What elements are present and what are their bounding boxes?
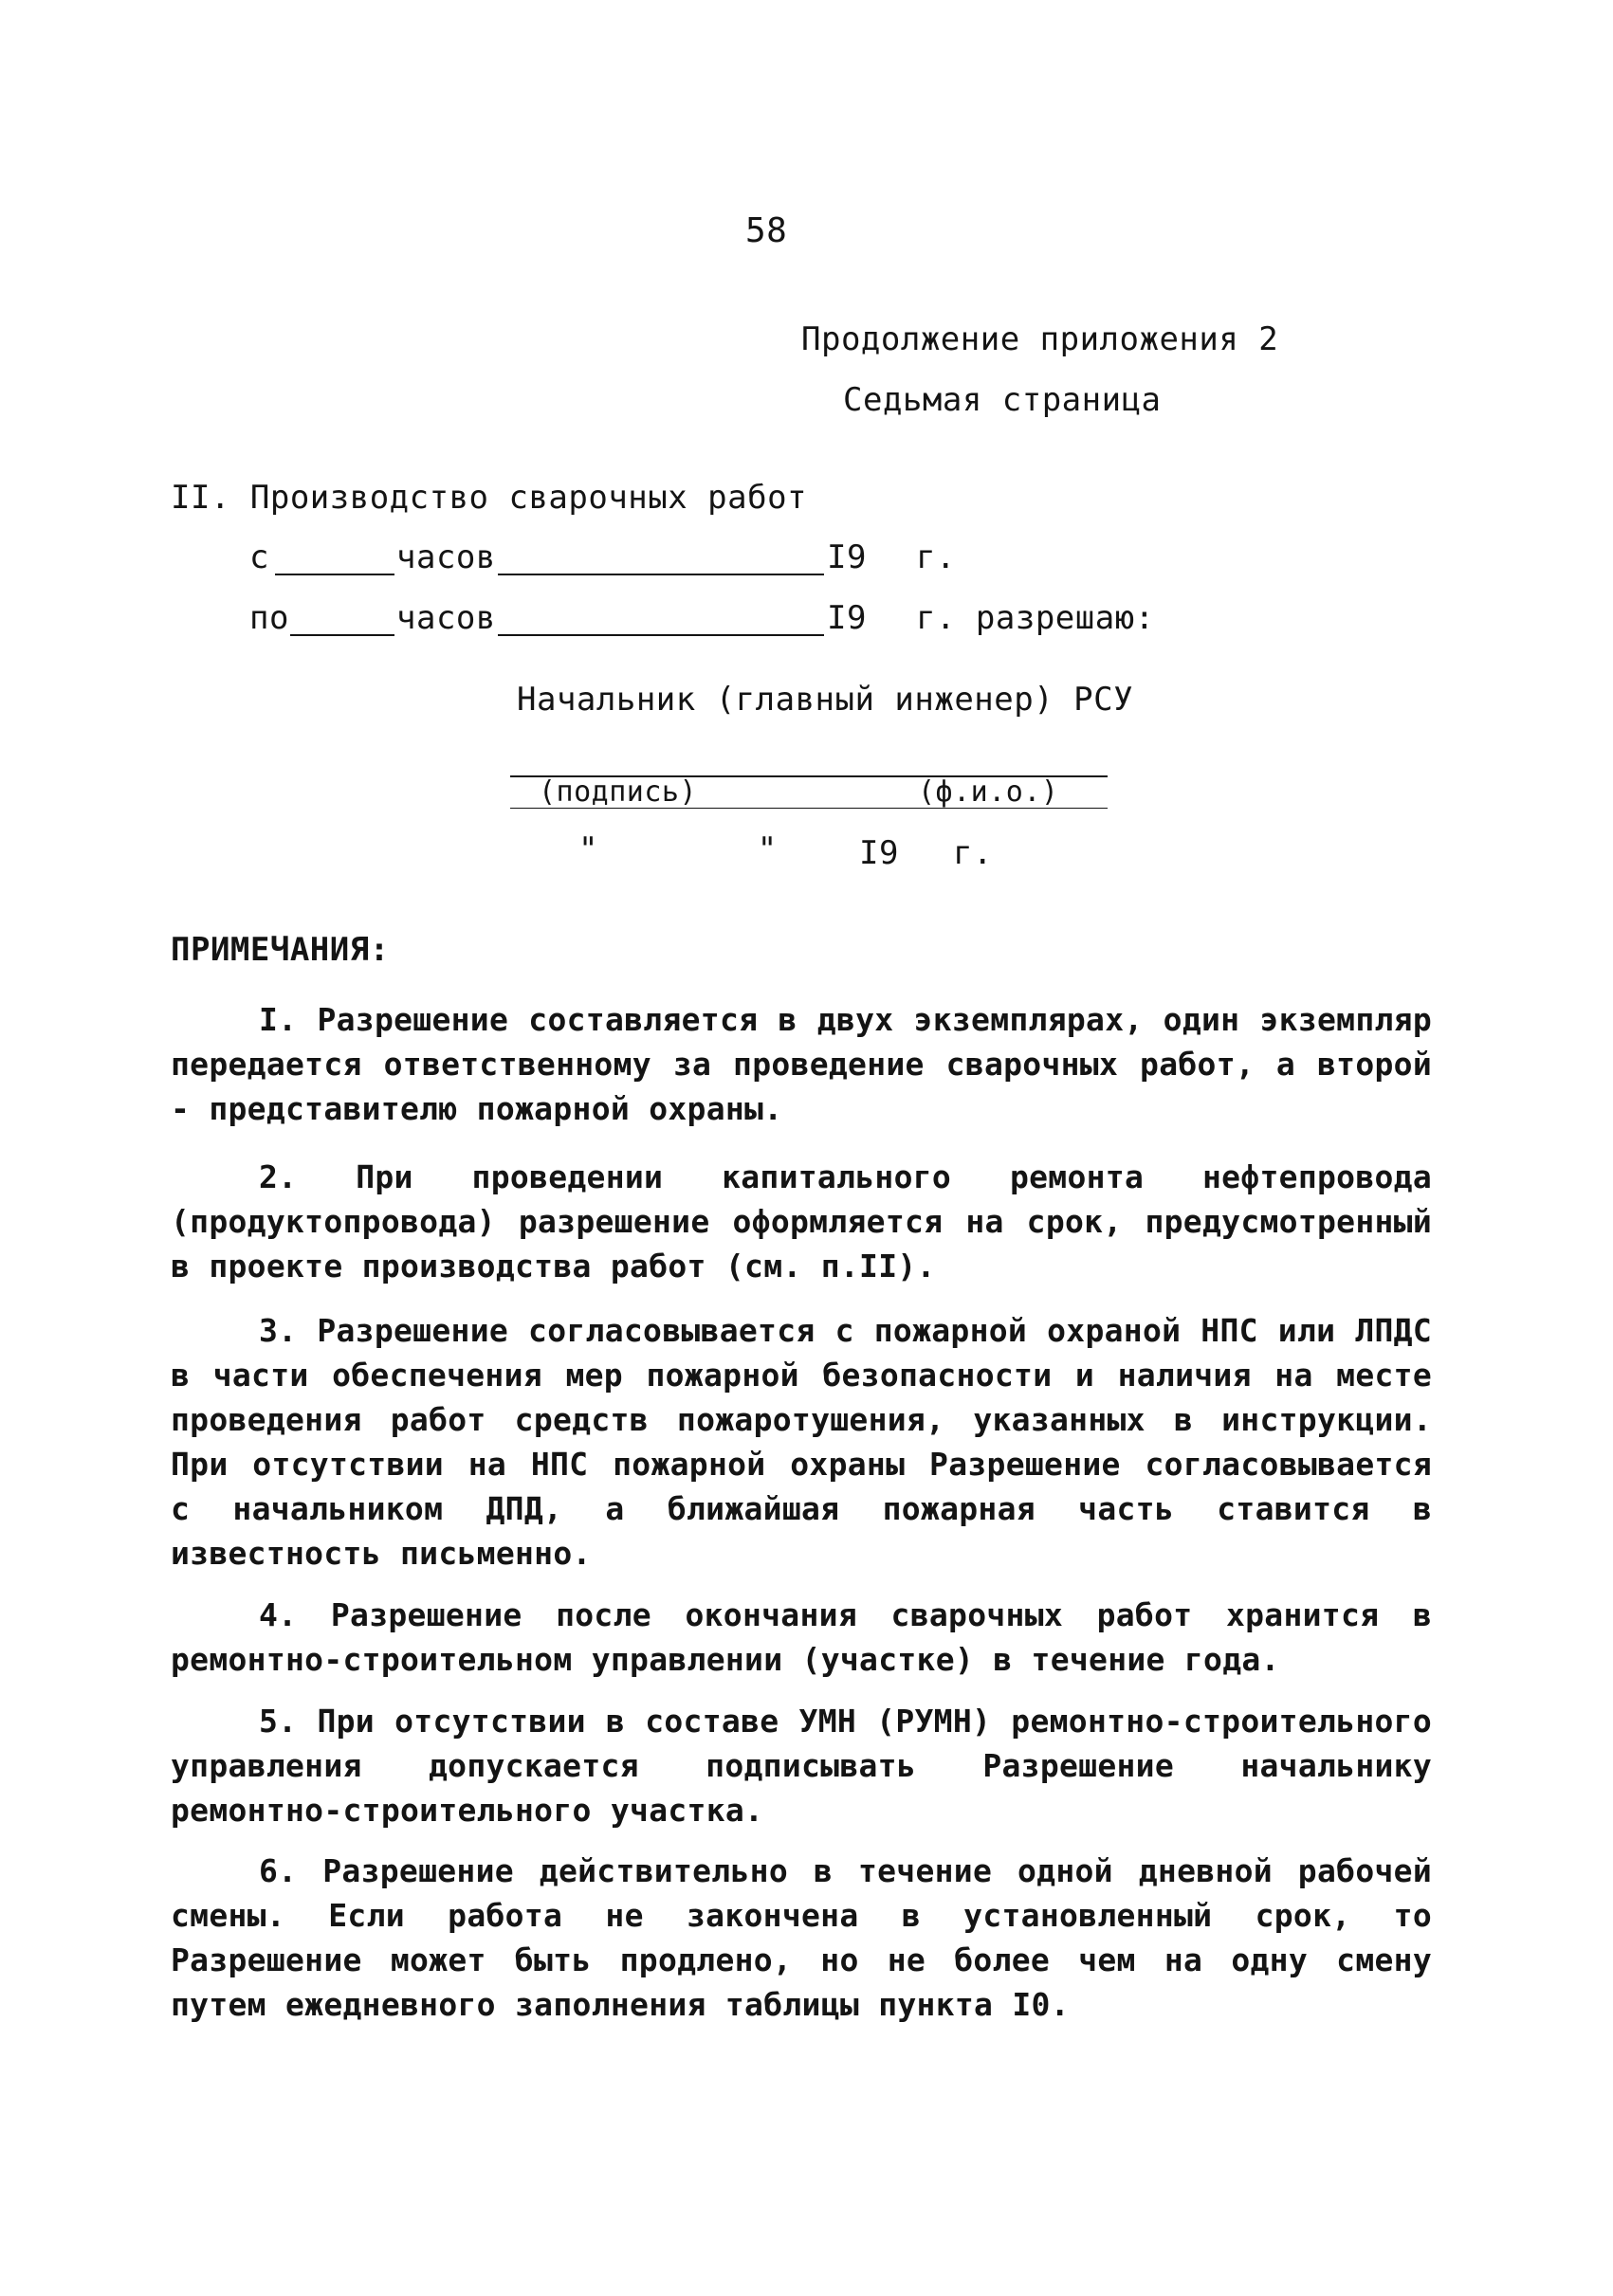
to-prefix: по xyxy=(249,599,289,637)
signature-underline xyxy=(510,808,1108,809)
from-date-blank xyxy=(498,574,824,575)
to-hours-label: часов xyxy=(396,599,496,637)
note-item-3: 3. Разрешение согласовывается с пожарной охраной НПС или ЛПДС в части обеспечения мер пожарной безопасности и наличия на месте проведения работ средств пожаротушения, указанных в инструкции. При отсутствии на НПС пожарной охраны Разрешение согласовывается с начальником ДПД, а ближайшая пожарная часть ставится в известность письменно. xyxy=(171,1312,1432,1572)
name-label: (ф.и.о.) xyxy=(918,775,1059,809)
from-year-suffix: г. xyxy=(916,538,956,576)
from-year: I9 xyxy=(827,538,867,576)
note-item-6: 6. Разрешение действительно в течение одной дневной рабочей смены. Если работа не закончена в установленный срок, то Разрешение может быть продлено, но не более чем на одну смену путем ежедневного заполнения таблицы пункта I0. xyxy=(171,1852,1432,2023)
notes-heading: ПРИМЕЧАНИЯ: xyxy=(171,931,390,969)
date-year: I9 xyxy=(859,834,899,872)
section-heading: II. Производство сварочных работ xyxy=(171,479,808,517)
page-number: 58 xyxy=(745,211,788,250)
to-year-suffix: г. разрешаю: xyxy=(916,599,1155,637)
note-item-1: I. Разрешение составляется в двух экземплярах, один экземпляр передается ответственному за проведение сварочных работ, а второй - представителю пожарной охраны. xyxy=(171,1001,1432,1127)
to-date-blank xyxy=(498,634,824,636)
to-hour-blank xyxy=(290,634,394,636)
note-item-5: 5. При отсутствии в составе УМН (РУМН) ремонтно-строительного управления допускается подписывать Разрешение начальнику ремонтно-строительного участка. xyxy=(171,1703,1432,1829)
page-title: Седьмая страница xyxy=(843,381,1162,419)
note-item-4: 4. Разрешение после окончания сварочных работ хранится в ремонтно-строительном управлении (участке) в течение года. xyxy=(171,1596,1432,1678)
from-hour-blank xyxy=(275,574,394,575)
from-hours-label: часов xyxy=(396,538,496,576)
signature-label: (подпись) xyxy=(539,775,698,809)
appendix-continuation: Продолжение приложения 2 xyxy=(801,320,1279,358)
to-year: I9 xyxy=(827,599,867,637)
date-year-suffix: г. xyxy=(953,834,993,872)
from-prefix: с xyxy=(249,538,269,576)
date-quotes: " " xyxy=(578,830,778,868)
note-item-2: 2. При проведении капитального ремонта нефтепровода (продуктопровода) разрешение оформляется на срок, предусмотренный в проекте производства работ (см. п.II). xyxy=(171,1158,1432,1285)
authority-title: Начальник (главный инженер) РСУ xyxy=(517,681,1134,719)
